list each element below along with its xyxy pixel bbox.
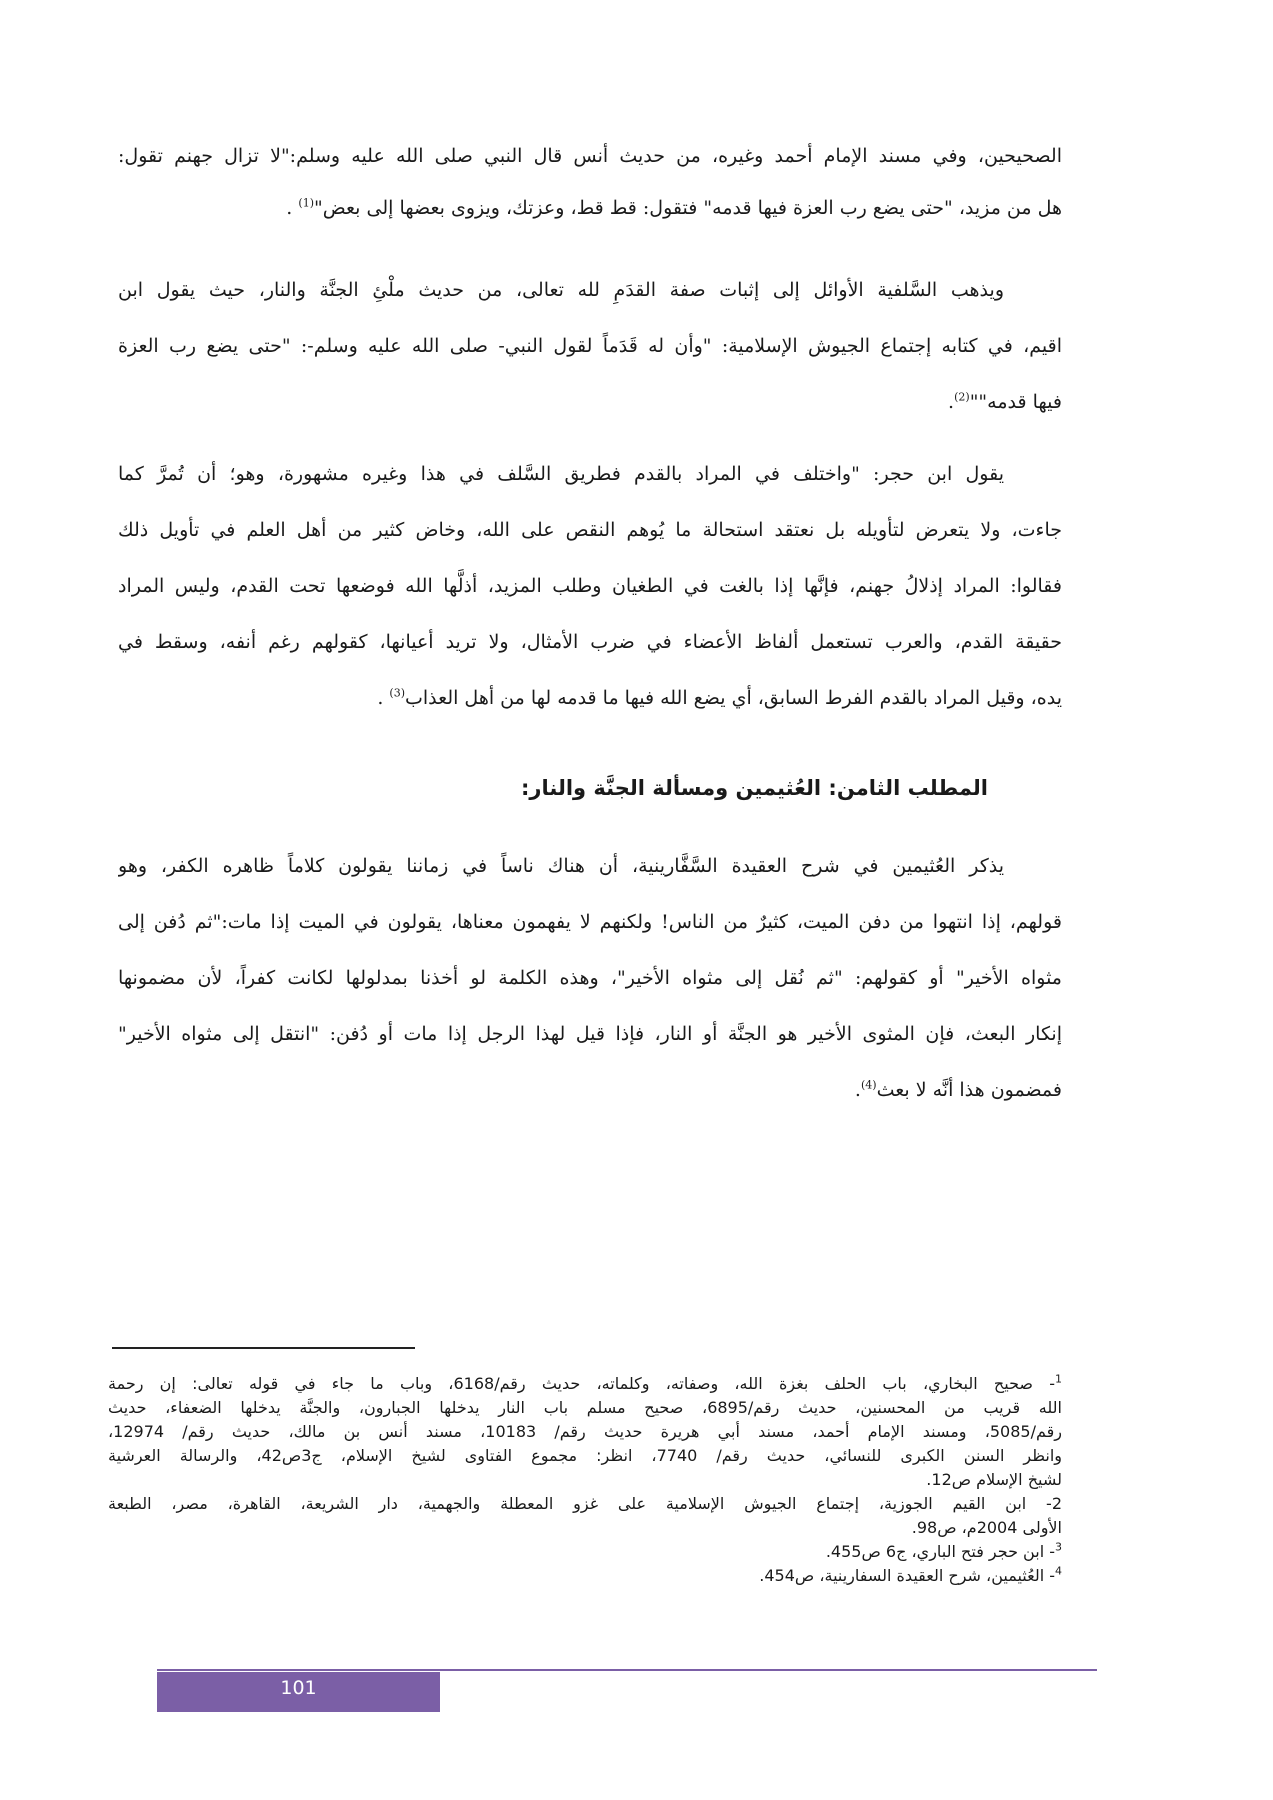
footnote-2: 2- ابن القيم الجوزية، إجتماع الجيوش الإسلامية على غزو المعطلة والجهمية، دار الشريعة، القاهرة، مصر، الطبعة [108,1494,1062,1513]
footnote-text: - العُثيمين، شرح العقيدة السفارينية، ص454. [759,1566,1055,1585]
footnote-ref: (4) [860,1078,877,1092]
footnote-4 [108,1564,1062,1588]
paragraph-line: مثواه الأخير" أو كقولهم: "ثم نُقل إلى مثواه الأخير"، وهذه الكلمة لو أخذنا بمدلولها لكانت كفراً، لأن مضمونها [118,967,1062,989]
footnote-3 [108,1540,1062,1564]
footnote-line: رقم/5085، ومسند الإمام أحمد، مسند أبي هريرة حديث رقم/ 10183، مسند أنس بن مالك، حديث رقم/ 12974، [108,1422,1062,1441]
paragraph-line [118,1070,1062,1110]
paragraph-text: يده، وقيل المراد بالقدم الفرط السابق، أي يضع الله فيها ما قدمه لها من أهل العذاب [405,687,1062,709]
footnote-ref: (3) [389,686,406,700]
footnote-line: الأولى 2004م، ص98. [911,1518,1062,1537]
footnote-number: 4 [1055,1564,1062,1578]
paragraph-line [118,382,1062,422]
paragraph-line: يذكر العُثيمين في شرح العقيدة السَّفَّارينية، أن هناك ناساً في زماننا يقولون كلاماً ظاهره الكفر، وهو [118,855,1004,877]
footnote-line: الله قريب من المحسنين، حديث رقم/6895، صحيح مسلم باب النار يدخلها الجبارون، والجنَّة يدخلها الضعفاء، حديث [108,1398,1062,1417]
paragraph-line: جاءت، ولا يتعرض لتأويله بل نعتقد استحالة ما يُوهم النقص على الله، وخاض كثير من أهل العلم في تأويل ذلك [118,519,1062,541]
paragraph-line: ويذهب السَّلفية الأوائل إلى إثبات صفة القدَمِ لله تعالى، من حديث ملْئِ الجنَّة والنار، حيث يقول ابن [118,279,1004,301]
footnote-number: 3 [1055,1540,1062,1554]
paragraph-line: إنكار البعث، فإن المثوى الأخير هو الجنَّة أو النار، فإذا قيل لهذا الرجل إذا مات أو دُفن: "انتقل إلى مثواه الأخير" [118,1023,1062,1045]
paragraph-text: هل من مزيد، "حتى يضع رب العزة فيها قدمه" فتقول: قط قط، وعزتك، ويزوى بعضها إلى بعض" [313,197,1062,219]
paragraph-line [118,188,1062,228]
paragraph-line [118,678,1062,718]
footnotes [108,1372,1062,1588]
footnote-ref: (2) [954,390,970,404]
paragraph-text: فيها قدمه"" [969,391,1062,413]
footnote-text: - ابن حجر فتح الباري، ج6 ص455. [825,1542,1055,1561]
page-number: 101 [157,1672,440,1712]
paragraph-line: الصحيحين، وفي مسند الإمام أحمد وغيره، من حديث أنس قال النبي صلى الله عليه وسلم:"لا تزال جهنم تقول: [118,145,1062,167]
paragraph-text: . [377,687,390,709]
paragraph-text: . [286,197,299,219]
footnote-separator [112,1347,415,1349]
footnote-ref: (1) [298,196,314,210]
footnote-number: 1 [1055,1372,1062,1386]
footnote-line: وانظر السنن الكبرى للنسائي، حديث رقم/ 7740، انظر: مجموع الفتاوى لشيخ الإسلام، ج3ص42، والرسالة العرشية [108,1446,1062,1465]
paragraph-line: قولهم، إذا انتهوا من دفن الميت، كثيرٌ من الناس! ولكنهم لا يفهمون معناها، يقولون في الميت إذا مات:"ثم دُفن إلى [118,911,1062,933]
paragraph-line: يقول ابن حجر: "واختلف في المراد بالقدم فطريق السَّلف في هذا وغيره مشهورة، وهو؛ أن تُمرَّ كما [118,463,1004,485]
paragraph-line: اقيم، في كتابه إجتماع الجيوش الإسلامية: "وأن له قَدَماً لقول النبي- صلى الله عليه وسلم-: "حتى يضع رب العزة [118,335,1062,357]
footnote-text: - صحيح البخاري، باب الحلف بغزة الله، وصفاته، وكلماته، حديث رقم/6168، وباب ما جاء في قوله تعالى: إن رحمة [108,1374,1055,1393]
paragraph-text: . [854,1079,861,1101]
paragraph-text: . [948,391,955,413]
footnote-1 [108,1372,1062,1396]
paragraph-text: فمضمون هذا أنَّه لا بعث [876,1079,1062,1101]
footnote-line: لشيخ الإسلام ص12. [926,1470,1062,1489]
bottom-rule [157,1669,1097,1671]
paragraph-line: حقيقة القدم، والعرب تستعمل ألفاظ الأعضاء في ضرب الأمثال، ولا تريد أعيانها، كقولهم رغم أنفه، وسقط في [118,631,1062,653]
section-heading: المطلب الثامن: العُثيمين ومسألة الجنَّة والنار: [521,776,988,800]
paragraph-line: فقالوا: المراد إذلالُ جهنم، فإنَّها إذا بالغت في الطغيان وطلب المزيد، أذلَّها الله فوضعها تحت القدم، وليس المراد [118,575,1062,597]
